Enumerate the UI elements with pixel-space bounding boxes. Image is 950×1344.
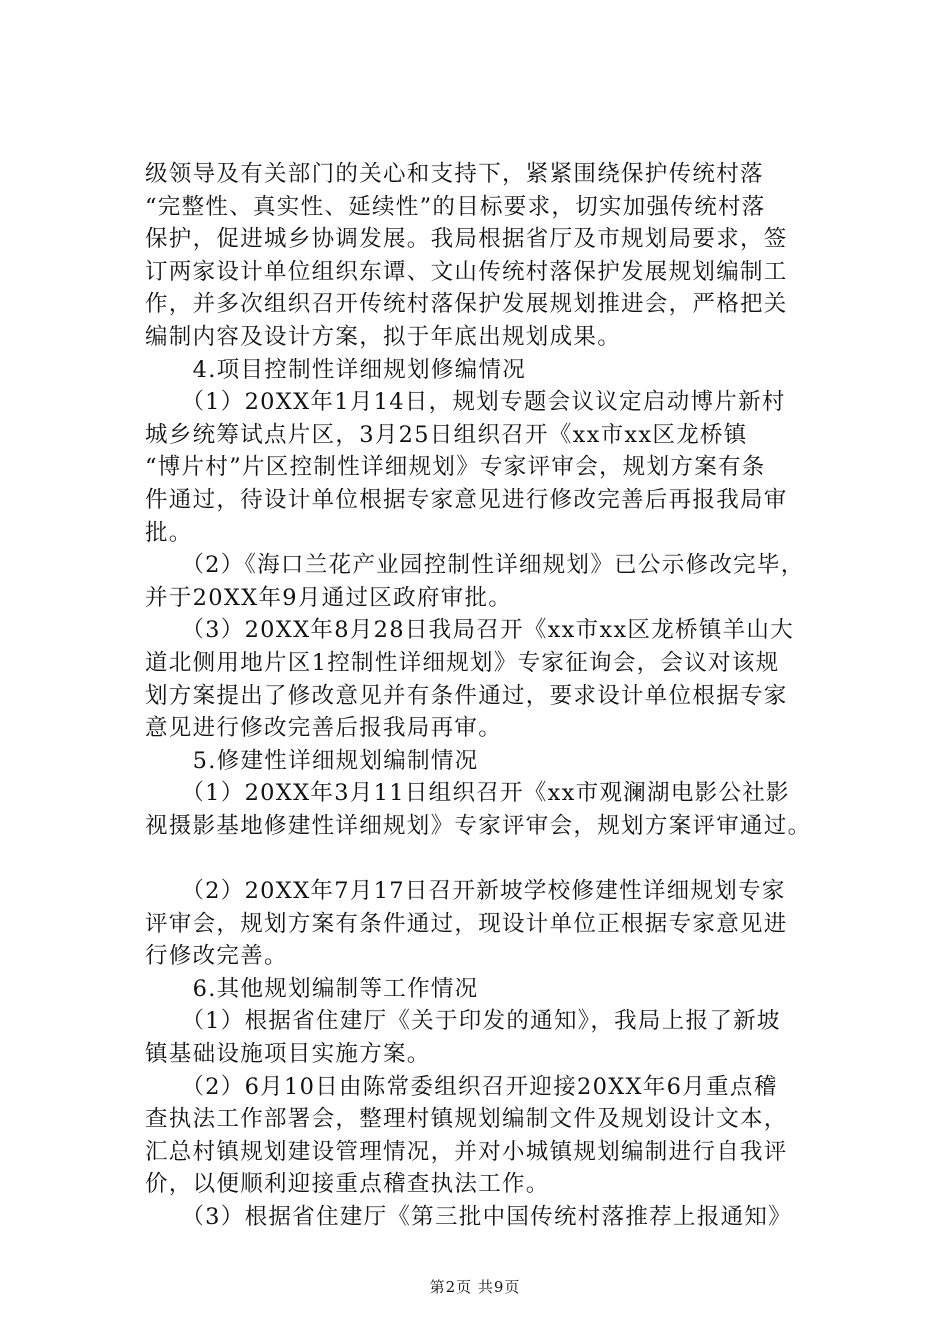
text-line: （1）20XX年3月11日组织召开《xx市观澜湖电影公社影 [145,780,790,807]
text-line: 5.修建性详细规划编制情况 [145,747,479,774]
text-line: 汇总村镇规划建设管理情况，并对小城镇规划编制进行自我评 [145,1138,788,1165]
text-line: （2）20XX年7月17日召开新坡学校修建性详细规划专家 [145,878,786,905]
text-line: （3）20XX年8月28日我局召开《xx市xx区龙桥镇羊山大 [145,617,795,644]
text-line: 意见进行修改完善后报我局再审。 [145,715,503,742]
text-line: （2）6月10日由陈常委组织召开迎接20XX年6月重点稽 [145,1073,778,1100]
text-line: 查执法工作部署会，整理村镇规划编制文件及规划设计文本， [145,1106,788,1133]
blank-line [145,842,845,875]
text-line: 订两家设计单位组织东谭、文山传统村落保护发展规划编制工 [145,258,788,285]
text-line: 保护，促进城乡协调发展。我局根据省厅及市规划局要求，签 [145,226,788,253]
text-line: “博片村”片区控制性详细规划》专家评审会，规划方案有条 [145,454,766,481]
text-line: 编制内容及设计方案，拟于年底出规划成果。 [145,323,622,350]
text-line: 视摄影基地修建性详细规划》专家评审会，规划方案评审通过。 [145,812,812,839]
text-line: 划方案提出了修改意见并有条件通过，要求设计单位根据专家 [145,682,788,709]
text-line: （3）根据省住建厅《第三批中国传统村落推荐上报通知》 [145,1204,792,1230]
text-line: 行修改完善。 [145,943,288,970]
text-line: （1）根据省住建厅《关于印发的通知》，我局上报了新坡 [145,1008,781,1035]
text-line: 评审会，规划方案有条件通过，现设计单位正根据专家意见进 [145,910,788,937]
document-body [145,158,845,1234]
text-line: 4.项目控制性详细规划修编情况 [145,356,527,383]
text-line: 镇基础设施项目实施方案。 [145,1041,431,1068]
text-line: （1）20XX年1月14日，规划专题会议议定启动博片新村 [145,389,786,416]
text-line: 6.其他规划编制等工作情况 [145,975,479,1002]
text-line: 道北侧用地片区1控制性详细规划》专家征询会，会议对该规 [145,649,780,676]
text-line: （2）《海口兰花产业园控制性详细规划》已公示修改完毕， [145,552,805,579]
page-footer: 第2页 共9页 [429,1278,521,1296]
text-line: “完整性、真实性、延续性”的目标要求，切实加强传统村落 [145,193,766,220]
text-line: 作，并多次组织召开传统村落保护发展规划推进会，严格把关 [145,291,788,318]
text-line: 件通过，待设计单位根据专家意见进行修改完善后再报我局审 [145,486,788,513]
text-line: 级领导及有关部门的关心和支持下，紧紧围绕保护传统村落 [145,161,764,187]
text-line: 城乡统筹试点片区，3月25日组织召开《xx市xx区龙桥镇 [145,421,748,448]
text-line: 批。 [145,519,193,546]
text-line: 价，以便顺利迎接重点稽查执法工作。 [145,1171,550,1198]
text-line: 并于20XX年9月通过区政府审批。 [145,584,513,611]
